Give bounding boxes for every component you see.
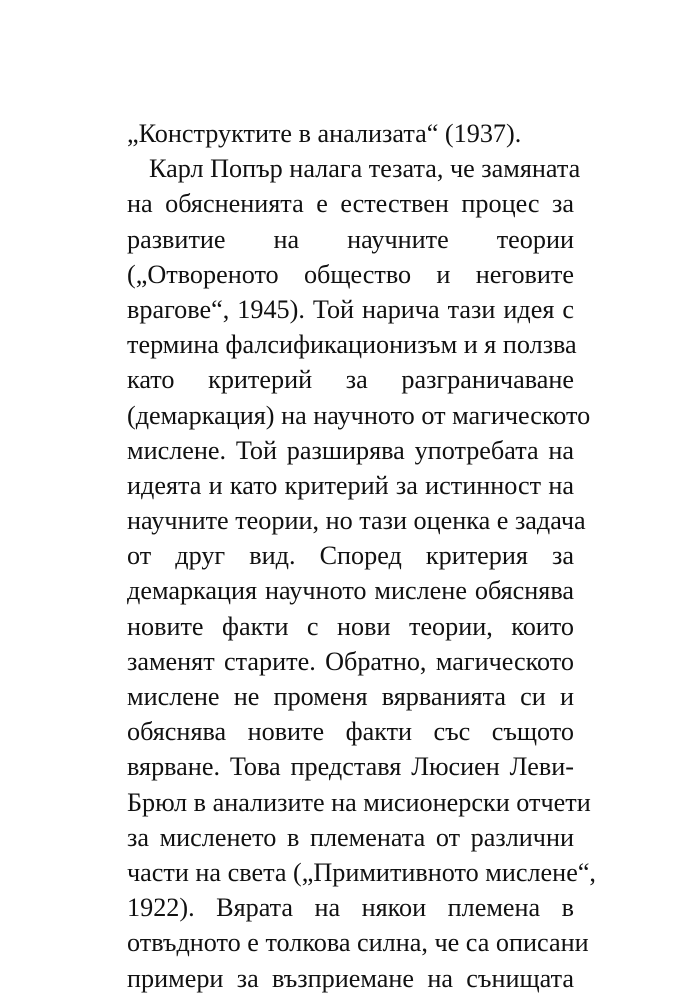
text-line: термина фалсификационизъм и я ползва — [127, 330, 577, 360]
text-line: идеята и като критерий за истинност на — [127, 470, 574, 500]
body-text — [127, 116, 596, 996]
text-line: части на света („Примитивното мислене“, — [127, 857, 596, 887]
text-line: мислене. Той разширява употребата на — [127, 435, 574, 465]
text-line: от друг вид. Според критерия за — [127, 541, 574, 571]
text-line: за мисленето в племената от различни — [127, 822, 574, 852]
text-line: като критерий за разграничаване — [127, 365, 574, 395]
text-line: (демаркация) на научното от магическото — [127, 400, 591, 430]
text-line: „Конструктите в анализата“ (1937). — [127, 119, 522, 148]
paragraph-first-line: Карл Попър налага тезата, че замяната — [149, 154, 581, 184]
text-line: врагове“, 1945). Той нарича тази идея с — [127, 294, 574, 324]
text-line: вярване. Това представя Люсиен Леви- — [127, 752, 574, 782]
text-line: обяснява новите факти със същото — [127, 717, 574, 747]
text-line: на обясненията е естествен процес за — [127, 189, 574, 219]
text-line: мислене не променя вярванията си и — [127, 682, 574, 711]
text-line: 1922). Вярата на някои племена в — [127, 893, 574, 923]
text-line: („Отвореното общество и неговите — [127, 259, 574, 289]
text-line: развитие на научните теории — [127, 224, 574, 254]
text-line: новите факти с нови теории, които — [127, 611, 574, 641]
text-line: примери за възприемане на сънищата — [127, 963, 574, 993]
text-line: научните теории, но тази оценка е задача — [127, 506, 586, 536]
text-line: заменят старите. Обратно, магическото — [127, 646, 574, 676]
text-line: Брюл в анализите на мисионерски отчети — [127, 787, 591, 817]
text-line: демаркация научното мислене обяснява — [127, 576, 574, 606]
text-line: отвъдното е толкова силна, че са описани — [127, 928, 589, 958]
